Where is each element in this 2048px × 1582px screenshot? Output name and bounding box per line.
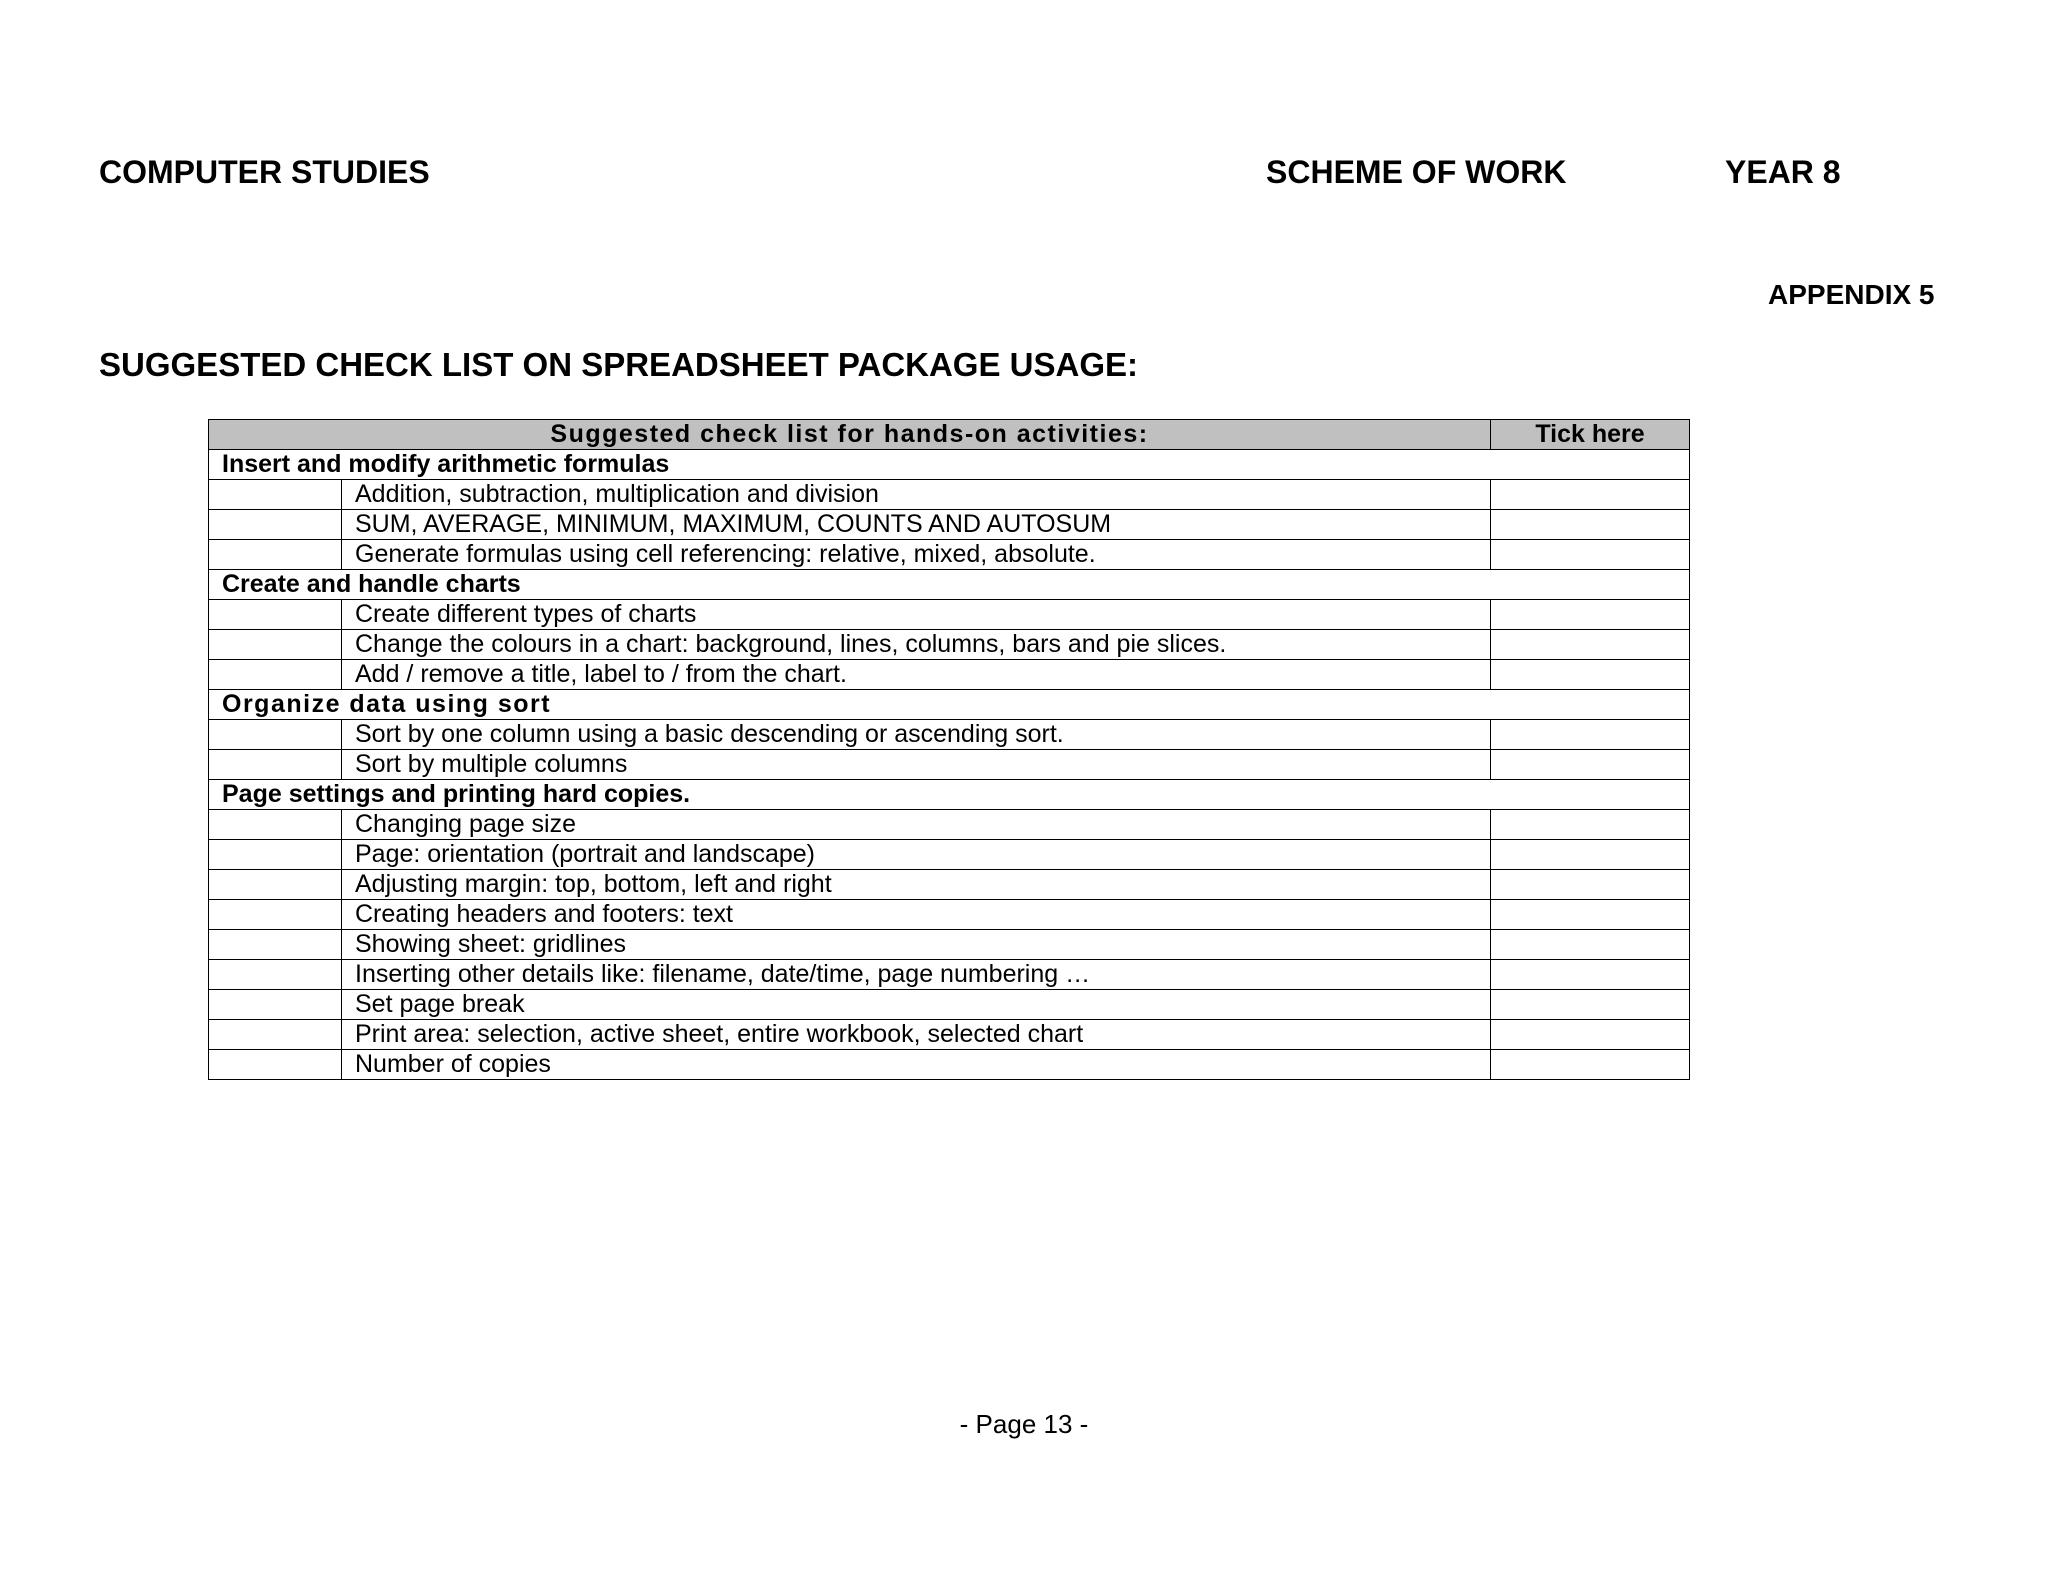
- table-row: [209, 630, 1690, 660]
- section-row: [209, 450, 1690, 480]
- indent-cell: [209, 1020, 342, 1050]
- tick-box[interactable]: [1491, 540, 1690, 570]
- section-row: [209, 570, 1690, 600]
- tick-box[interactable]: [1491, 840, 1690, 870]
- activity-cell: Number of copies: [342, 1050, 1491, 1080]
- tick-box[interactable]: [1491, 870, 1690, 900]
- activity-cell: Sort by one column using a basic descending or ascending sort.: [342, 720, 1491, 750]
- table-row: [209, 660, 1690, 690]
- tick-box[interactable]: [1491, 1050, 1690, 1080]
- indent-cell: [209, 540, 342, 570]
- indent-cell: [209, 840, 342, 870]
- activity-cell: Generate formulas using cell referencing: relative, mixed, absolute.: [342, 540, 1491, 570]
- indent-cell: [209, 810, 342, 840]
- section-title: Insert and modify arithmetic formulas: [209, 450, 1690, 480]
- table-row: [209, 750, 1690, 780]
- section-title: Page settings and printing hard copies.: [209, 780, 1690, 810]
- tick-box[interactable]: [1491, 930, 1690, 960]
- indent-cell: [209, 870, 342, 900]
- activity-cell: Page: orientation (portrait and landscape): [342, 840, 1491, 870]
- activity-cell: Showing sheet: gridlines: [342, 930, 1491, 960]
- indent-cell: [209, 510, 342, 540]
- table-row: [209, 510, 1690, 540]
- indent-cell: [209, 1050, 342, 1080]
- indent-cell: [209, 660, 342, 690]
- indent-cell: [209, 930, 342, 960]
- section-title: Create and handle charts: [209, 570, 1690, 600]
- activity-cell: Addition, subtraction, multiplication and division: [342, 480, 1491, 510]
- activity-cell: Sort by multiple columns: [342, 750, 1491, 780]
- activity-cell: Inserting other details like: filename, date/time, page numbering …: [342, 960, 1491, 990]
- indent-cell: [209, 900, 342, 930]
- tick-box[interactable]: [1491, 990, 1690, 1020]
- subject-heading: COMPUTER STUDIES: [99, 154, 430, 190]
- column-header-activity: Suggested check list for hands-on activities:: [209, 420, 1491, 450]
- checklist-table: [208, 419, 1690, 1080]
- appendix-label: APPENDIX 5: [1768, 279, 1935, 310]
- indent-cell: [209, 750, 342, 780]
- tick-box[interactable]: [1491, 720, 1690, 750]
- activity-cell: Create different types of charts: [342, 600, 1491, 630]
- document-title: SUGGESTED CHECK LIST ON SPREADSHEET PACKAGE USAGE:: [99, 346, 1139, 383]
- tick-box[interactable]: [1491, 660, 1690, 690]
- section-row: [209, 780, 1690, 810]
- indent-cell: [209, 630, 342, 660]
- activity-cell: Set page break: [342, 990, 1491, 1020]
- indent-cell: [209, 720, 342, 750]
- scheme-heading: SCHEME OF WORK: [1266, 154, 1567, 190]
- tick-box[interactable]: [1491, 510, 1690, 540]
- activity-cell: Print area: selection, active sheet, entire workbook, selected chart: [342, 1020, 1491, 1050]
- table-row: [209, 720, 1690, 750]
- table-row: [209, 870, 1690, 900]
- section-title: Organize data using sort: [209, 690, 1690, 720]
- activity-cell: Creating headers and footers: text: [342, 900, 1491, 930]
- page-number: - Page 13 -: [959, 1409, 1089, 1439]
- section-row: [209, 690, 1690, 720]
- table-row: [209, 1020, 1690, 1050]
- tick-box[interactable]: [1491, 480, 1690, 510]
- table-row: [209, 900, 1690, 930]
- table-row: [209, 960, 1690, 990]
- activity-cell: Adjusting margin: top, bottom, left and right: [342, 870, 1491, 900]
- table-row: [209, 480, 1690, 510]
- year-heading: YEAR 8: [1725, 154, 1841, 190]
- activity-cell: Add / remove a title, label to / from the chart.: [342, 660, 1491, 690]
- table-row: [209, 810, 1690, 840]
- table-header-row: [209, 420, 1690, 450]
- column-header-tick: Tick here: [1491, 420, 1690, 450]
- table-row: [209, 600, 1690, 630]
- activity-cell: Change the colours in a chart: background, lines, columns, bars and pie slices.: [342, 630, 1491, 660]
- indent-cell: [209, 480, 342, 510]
- table-row: [209, 1050, 1690, 1080]
- table-row: [209, 840, 1690, 870]
- tick-box[interactable]: [1491, 960, 1690, 990]
- table-row: [209, 540, 1690, 570]
- tick-box[interactable]: [1491, 600, 1690, 630]
- indent-cell: [209, 960, 342, 990]
- tick-box[interactable]: [1491, 900, 1690, 930]
- table-row: [209, 990, 1690, 1020]
- tick-box[interactable]: [1491, 630, 1690, 660]
- tick-box[interactable]: [1491, 1020, 1690, 1050]
- indent-cell: [209, 990, 342, 1020]
- tick-box[interactable]: [1491, 810, 1690, 840]
- table-row: [209, 930, 1690, 960]
- activity-cell: Changing page size: [342, 810, 1491, 840]
- tick-box[interactable]: [1491, 750, 1690, 780]
- activity-cell: SUM, AVERAGE, MINIMUM, MAXIMUM, COUNTS AND AUTOSUM: [342, 510, 1491, 540]
- indent-cell: [209, 600, 342, 630]
